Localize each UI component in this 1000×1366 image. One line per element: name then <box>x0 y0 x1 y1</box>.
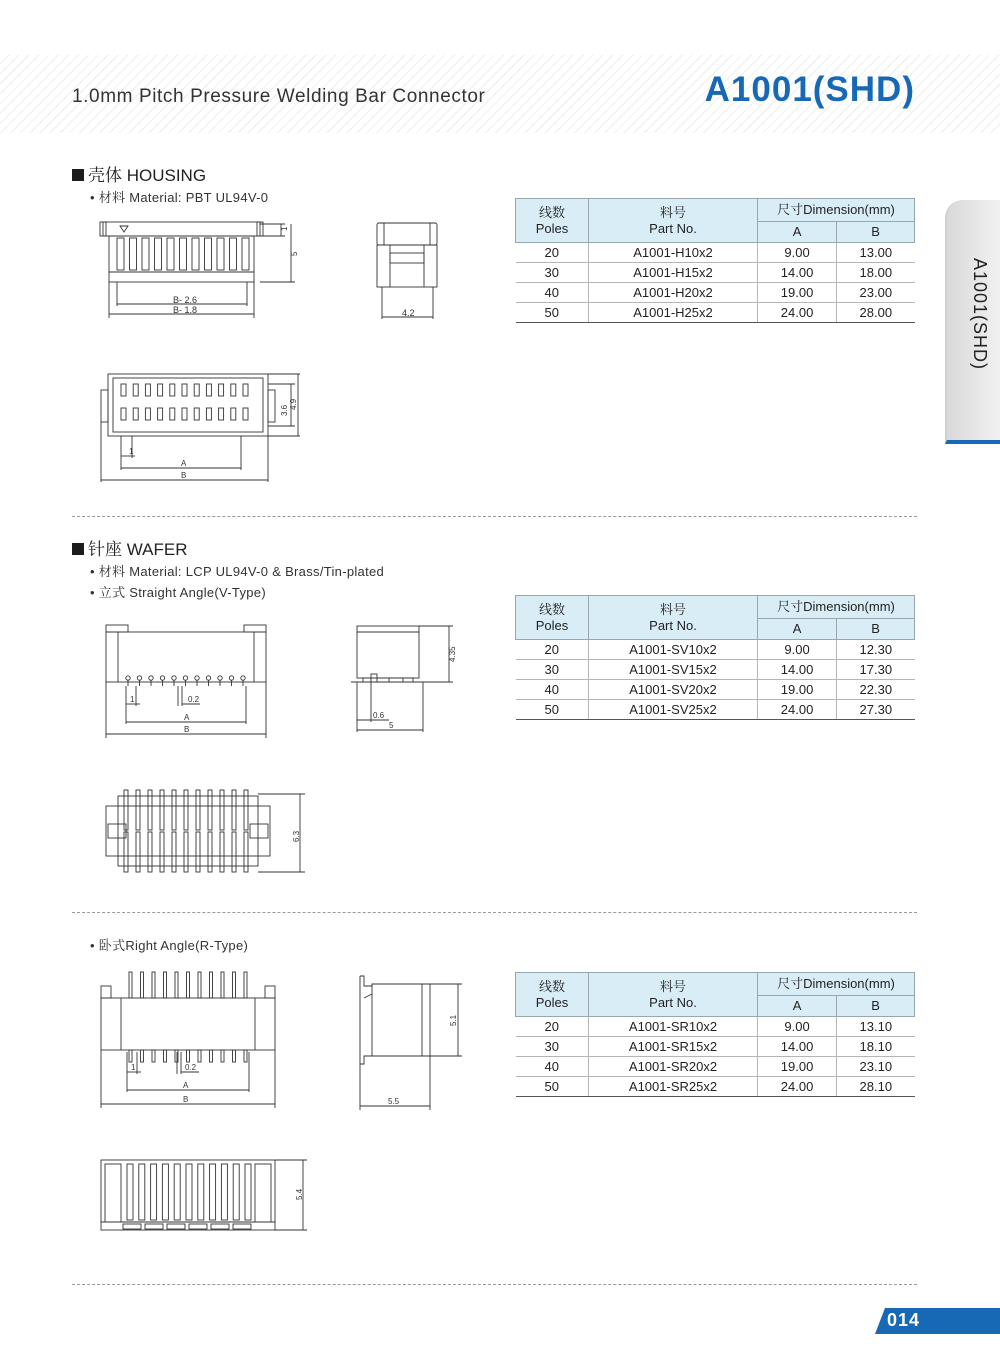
pin-dot <box>183 676 187 680</box>
table-row: 40 A1001-SR20x2 19.00 23.10 <box>516 1057 915 1077</box>
pin-dot <box>126 676 130 680</box>
pin-bottom <box>141 1050 144 1062</box>
col-dimension: 尺寸Dimension(mm) <box>758 973 915 996</box>
housing-dim-b: B <box>181 471 187 480</box>
wafer-v-front-drawing <box>100 620 275 740</box>
pin-top <box>129 972 132 998</box>
pin-slot <box>192 238 199 270</box>
pin-bottom <box>221 1050 224 1062</box>
contact-slot <box>145 408 150 420</box>
pin-bottom <box>175 1050 178 1062</box>
pin-top <box>187 972 190 998</box>
pin-slot <box>167 238 174 270</box>
pin-slot <box>130 238 137 270</box>
pin-top <box>164 972 167 998</box>
wafer-v-dim-h: 4.35 <box>448 646 457 662</box>
section-divider <box>72 912 917 913</box>
contact-slot <box>127 1164 133 1220</box>
header-model: A1001(SHD) <box>704 70 915 109</box>
wafer-r-front-drawing <box>95 968 285 1110</box>
wafer-v-dim-b: B <box>184 725 190 734</box>
pin-dot <box>149 676 153 680</box>
contact-slot <box>243 384 248 396</box>
table-row: 20 A1001-SV10x2 9.00 12.30 <box>516 640 915 660</box>
contact-slot <box>243 408 248 420</box>
contact-slot <box>133 384 138 396</box>
contact-slot <box>182 384 187 396</box>
housing-section-title <box>72 161 206 186</box>
wafer-v-spec-table <box>515 595 915 720</box>
wafer-r-dim-a: A <box>183 1081 189 1090</box>
wafer-r-dim-pitch: 1 <box>131 1063 136 1072</box>
col-part: 料号 Part No. <box>589 973 758 1017</box>
pin-top <box>244 972 247 998</box>
housing-dim-side: 4.2 <box>402 308 415 318</box>
pin-slot <box>205 238 212 270</box>
square-bullet-icon <box>72 169 84 181</box>
contact-slot <box>194 384 199 396</box>
housing-side-drawing <box>370 215 450 323</box>
contact-slot <box>182 408 187 420</box>
contact-slot <box>198 1164 204 1220</box>
pin-top <box>210 972 213 998</box>
pin-slot <box>117 238 124 270</box>
base-slot <box>123 1224 141 1229</box>
wafer-straight-type: • 立式 Straight Angle(V-Type) <box>90 585 266 600</box>
table-row: 50 A1001-SV25x2 24.00 27.30 <box>516 700 915 720</box>
page-number: 014 <box>887 1310 921 1330</box>
wafer-v-dim-pitch: 1 <box>130 695 135 704</box>
table-row: 30 A1001-SR15x2 14.00 18.10 <box>516 1037 915 1057</box>
base-slot <box>233 1224 251 1229</box>
square-bullet-icon <box>72 543 84 555</box>
base-slot <box>189 1224 207 1229</box>
table-row: 30 A1001-SV15x2 14.00 17.30 <box>516 660 915 680</box>
col-poles: 线数 Poles <box>516 199 589 243</box>
wafer-v-side-drawing <box>345 620 465 735</box>
contact-slot <box>174 1164 180 1220</box>
wafer-v-dim-pin: 0.2 <box>188 695 200 704</box>
housing-front-drawing <box>95 210 315 325</box>
wafer-r-dim-h: 5.1 <box>449 1014 458 1026</box>
pin-bottom <box>129 1050 132 1062</box>
contact-slot <box>233 1164 239 1220</box>
col-dimension: 尺寸Dimension(mm) <box>758 596 915 619</box>
pin-dot <box>206 676 210 680</box>
pin-slot <box>155 238 162 270</box>
pin-bottom <box>233 1050 236 1062</box>
contact-slot <box>162 1164 168 1220</box>
housing-dim-w1: B- 2.6 <box>173 295 198 305</box>
section-divider <box>72 1284 917 1285</box>
pin-top <box>175 972 178 998</box>
housing-bottom-drawing <box>95 368 310 486</box>
table-row: 20 A1001-SR10x2 9.00 13.10 <box>516 1017 915 1037</box>
pin-bottom <box>187 1050 190 1062</box>
wafer-right-type: • 卧式Right Angle(R-Type) <box>90 938 249 953</box>
wafer-r-spec-table <box>515 972 915 1097</box>
wafer-v-dim-a: A <box>184 713 190 722</box>
contact-slot <box>133 408 138 420</box>
wafer-v-dim-s1: 0.6 <box>373 711 385 720</box>
base-slot <box>167 1224 185 1229</box>
housing-title-text: 壳体 HOUSING <box>88 166 207 185</box>
housing-dim-h1: 1 <box>280 226 289 231</box>
table-row: 20 A1001-H10x2 9.00 13.00 <box>516 243 915 263</box>
housing-dim-h2: 5 <box>290 251 299 256</box>
pin-dot <box>218 676 222 680</box>
table-row: 50 A1001-SR25x2 24.00 28.10 <box>516 1077 915 1097</box>
table-row: 50 A1001-H25x2 24.00 28.00 <box>516 303 915 323</box>
table-row: 40 A1001-H20x2 19.00 23.00 <box>516 283 915 303</box>
contact-slot <box>158 384 163 396</box>
housing-material: • 材料 Material: PBT UL94V-0 <box>90 190 269 205</box>
housing-dim-pitch: 1 <box>129 447 134 456</box>
housing-dim-w2: B- 1.8 <box>173 305 198 315</box>
pin-dot <box>172 676 176 680</box>
col-dimension: 尺寸Dimension(mm) <box>758 199 915 222</box>
pin-bottom <box>164 1050 167 1062</box>
wafer-v-bottom-drawing <box>100 786 315 878</box>
contact-slot <box>121 384 126 396</box>
housing-spec-table <box>515 198 915 323</box>
pin-slot <box>217 238 224 270</box>
contact-slot <box>145 384 150 396</box>
pin-dot <box>137 676 141 680</box>
housing-dim-a: A <box>181 459 187 468</box>
wafer-section-title <box>72 535 187 560</box>
col-b: B <box>837 619 915 640</box>
contact-slot <box>219 384 224 396</box>
col-poles: 线数 Poles <box>516 973 589 1017</box>
wafer-r-dim-b: B <box>183 1095 189 1104</box>
wafer-v-dim-bottom: 6.3 <box>292 830 301 842</box>
contact-slot <box>194 408 199 420</box>
pin-top <box>152 972 155 998</box>
pin-bottom <box>210 1050 213 1062</box>
pin-dot <box>195 676 199 680</box>
contact-slot <box>206 384 211 396</box>
side-tab-label: A1001(SHD) <box>970 258 990 371</box>
pin-slot <box>180 238 187 270</box>
col-b: B <box>837 222 915 243</box>
wafer-material: • 材料 Material: LCP UL94V-0 & Brass/Tin-plated <box>90 564 385 579</box>
contact-slot <box>231 384 236 396</box>
wafer-r-bottom-drawing <box>95 1154 315 1236</box>
header-subtitle: 1.0mm Pitch Pressure Welding Bar Connector <box>72 86 486 107</box>
col-part: 料号 Part No. <box>589 199 758 243</box>
housing-dim-h4: 4.9 <box>289 398 298 410</box>
contact-slot <box>170 384 175 396</box>
contact-slot <box>158 408 163 420</box>
contact-slot <box>170 408 175 420</box>
wafer-r-side-drawing <box>350 968 470 1110</box>
pin-top <box>221 972 224 998</box>
section-divider <box>72 516 917 517</box>
table-row: 30 A1001-H15x2 14.00 18.00 <box>516 263 915 283</box>
col-b: B <box>837 996 915 1017</box>
contact-slot <box>151 1164 157 1220</box>
housing-dim-h3: 3.6 <box>280 404 289 416</box>
pin-bottom <box>244 1050 247 1062</box>
contact-slot <box>206 408 211 420</box>
pin-dot <box>229 676 233 680</box>
base-slot <box>211 1224 229 1229</box>
wafer-v-dim-s2: 5 <box>389 721 394 730</box>
pin-top <box>198 972 201 998</box>
contact-slot <box>210 1164 216 1220</box>
contact-slot <box>186 1164 192 1220</box>
wafer-r-dim-pin: 0.2 <box>185 1063 197 1072</box>
wafer-title-text: 针座 WAFER <box>88 540 188 559</box>
pin-top <box>141 972 144 998</box>
contact-slot <box>219 408 224 420</box>
base-slot <box>145 1224 163 1229</box>
pin-slot <box>242 238 249 270</box>
wafer-r-dim-bottom: 5.4 <box>295 1188 304 1200</box>
contact-slot <box>121 408 126 420</box>
col-a: A <box>758 996 837 1017</box>
contact-slot <box>139 1164 145 1220</box>
contact-slot <box>221 1164 227 1220</box>
wafer-r-dim-w: 5.5 <box>388 1097 400 1106</box>
table-row: 40 A1001-SV20x2 19.00 22.30 <box>516 680 915 700</box>
contact-slot <box>231 408 236 420</box>
pin-dot <box>160 676 164 680</box>
col-a: A <box>758 222 837 243</box>
contact-slot <box>245 1164 251 1220</box>
pin-dot <box>241 676 245 680</box>
pin-slot <box>142 238 149 270</box>
col-a: A <box>758 619 837 640</box>
pin-bottom <box>152 1050 155 1062</box>
pin-bottom <box>198 1050 201 1062</box>
col-part: 料号 Part No. <box>589 596 758 640</box>
pin-slot <box>230 238 237 270</box>
col-poles: 线数 Poles <box>516 596 589 640</box>
pin-top <box>233 972 236 998</box>
